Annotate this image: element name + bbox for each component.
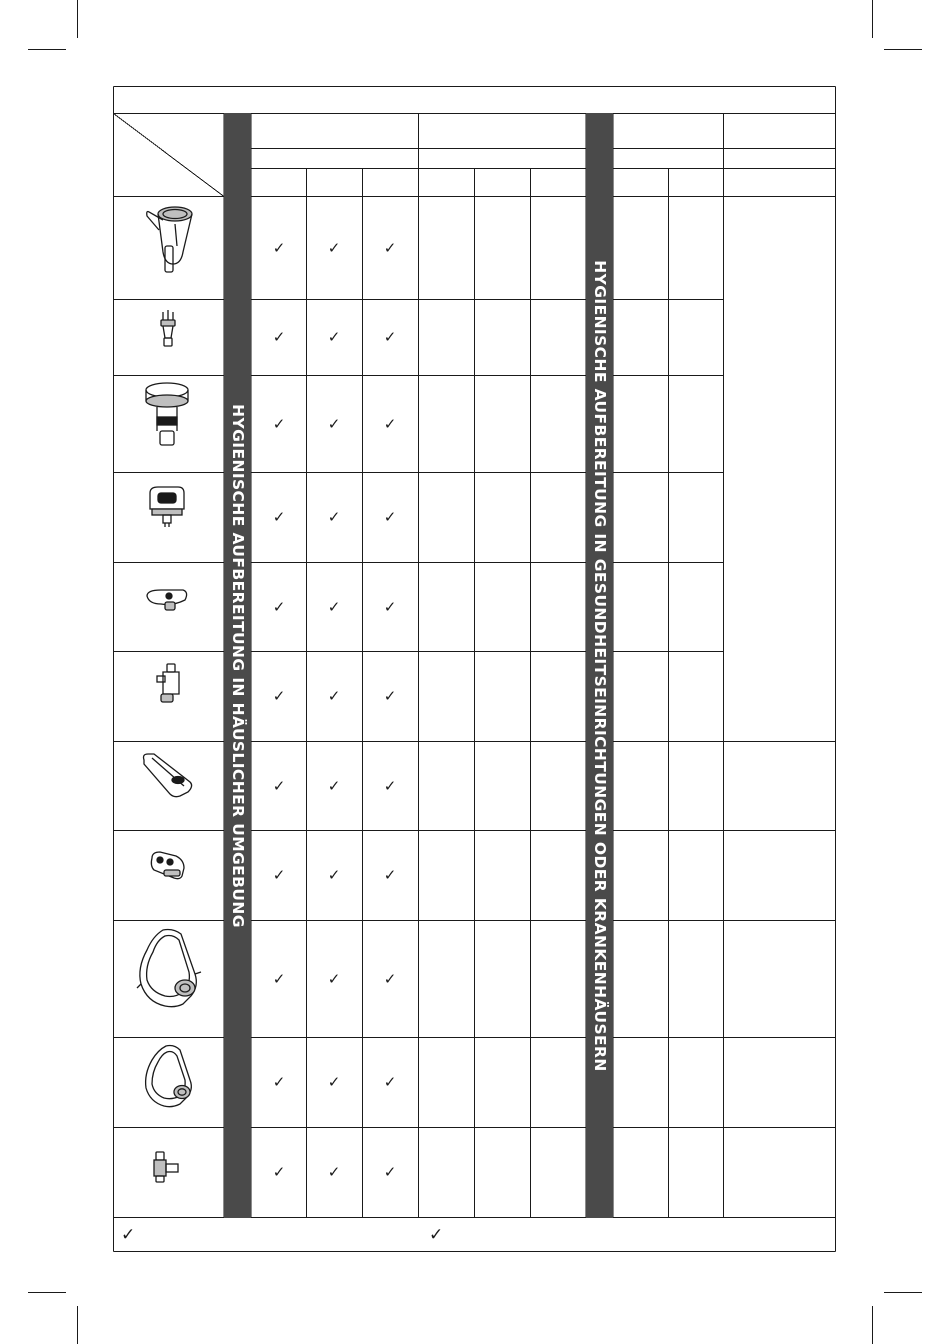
check-mark: ✓ xyxy=(327,238,341,257)
check-mark: ✓ xyxy=(327,597,341,616)
check-mark: ✓ xyxy=(272,687,286,705)
check-mark: ✓ xyxy=(327,1073,341,1091)
legend-check-right: ✓ xyxy=(429,1225,444,1245)
connector-icon xyxy=(153,662,183,704)
valve-insert-icon xyxy=(144,483,190,529)
check-mark: ✓ xyxy=(383,866,397,884)
check-mark: ✓ xyxy=(383,1073,397,1091)
child-mask-icon xyxy=(140,1042,198,1110)
home-reprocessing-band xyxy=(224,113,251,1218)
check-mark: ✓ xyxy=(383,1163,397,1181)
check-mark: ✓ xyxy=(383,238,397,257)
nebulizer-cup-icon xyxy=(141,202,197,274)
check-mark: ✓ xyxy=(272,866,286,884)
check-mark: ✓ xyxy=(383,597,397,616)
check-mark: ✓ xyxy=(272,1073,286,1091)
nosepiece-icon xyxy=(146,850,190,882)
check-mark: ✓ xyxy=(383,776,397,795)
nozzle-icon xyxy=(157,308,179,348)
check-mark: ✓ xyxy=(327,687,341,705)
check-mark: ✓ xyxy=(272,238,286,257)
check-mark: ✓ xyxy=(327,1163,341,1181)
check-mark: ✓ xyxy=(383,414,397,433)
mouthpiece-icon xyxy=(140,750,196,800)
check-mark: ✓ xyxy=(327,969,341,988)
t-adapter-icon xyxy=(150,1150,182,1184)
check-mark: ✓ xyxy=(272,508,286,526)
home-reprocessing-label: HYGIENISCHE AUFBEREITUNG IN HÄUSLICHER UMGEBUNG xyxy=(228,403,247,928)
check-mark: ✓ xyxy=(383,328,397,346)
nebulizer-top-icon xyxy=(141,381,193,451)
check-mark: ✓ xyxy=(383,687,397,705)
clinic-reprocessing-band xyxy=(586,113,613,1218)
check-mark: ✓ xyxy=(327,414,341,433)
check-mark: ✓ xyxy=(272,1163,286,1181)
grid-line xyxy=(114,114,225,197)
check-mark: ✓ xyxy=(272,597,286,616)
check-mark: ✓ xyxy=(272,328,286,346)
baffle-icon xyxy=(143,586,191,614)
adult-mask-icon xyxy=(133,926,203,1010)
check-mark: ✓ xyxy=(383,969,397,988)
check-mark: ✓ xyxy=(383,508,397,526)
check-mark: ✓ xyxy=(327,328,341,346)
check-mark: ✓ xyxy=(272,776,286,795)
check-mark: ✓ xyxy=(327,776,341,795)
check-mark: ✓ xyxy=(327,508,341,526)
check-mark: ✓ xyxy=(272,414,286,433)
check-mark: ✓ xyxy=(272,969,286,988)
legend-check-left: ✓ xyxy=(121,1225,136,1245)
clinic-reprocessing-label: HYGIENISCHE AUFBEREITUNG IN GESUNDHEITSEINRICHTUNGEN ODER KRANKENHÄUSERN xyxy=(590,259,609,1072)
check-mark: ✓ xyxy=(327,866,341,884)
